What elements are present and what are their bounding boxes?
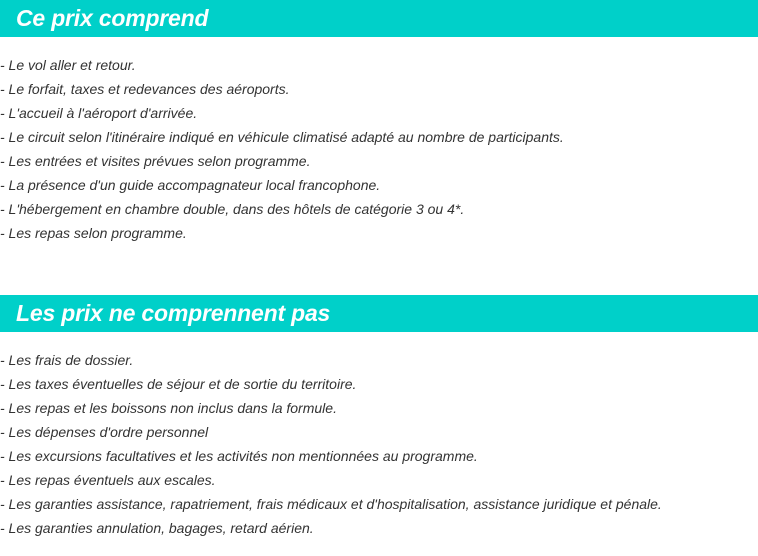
list-item: - Les dépenses d'ordre personnel bbox=[0, 424, 209, 440]
excludes-list bbox=[0, 348, 662, 540]
list-item: - Le circuit selon l'itinéraire indiqué en véhicule climatisé adapté au nombre de participants. bbox=[0, 129, 564, 145]
excludes-title: Les prix ne comprennent pas bbox=[16, 300, 331, 326]
list-item: - Les repas selon programme. bbox=[0, 225, 187, 241]
list-item: - Les entrées et visites prévues selon programme. bbox=[0, 153, 311, 169]
list-item: - Les repas éventuels aux escales. bbox=[0, 472, 216, 488]
list-item: - Les frais de dossier. bbox=[0, 352, 134, 368]
list-item: - L'hébergement en chambre double, dans des hôtels de catégorie 3 ou 4*. bbox=[0, 201, 465, 217]
list-item: - Les garanties assistance, rapatriement, frais médicaux et d'hospitalisation, assistance juridique et pénale. bbox=[0, 496, 662, 512]
list-item: - L'accueil à l'aéroport d'arrivée. bbox=[0, 105, 198, 121]
list-item: - Les excursions facultatives et les activités non mentionnées au programme. bbox=[0, 448, 478, 464]
includes-section bbox=[0, 0, 758, 241]
includes-header-bar bbox=[0, 0, 758, 37]
includes-list bbox=[0, 53, 564, 245]
list-item: - Les garanties annulation, bagages, retard aérien. bbox=[0, 520, 314, 536]
list-item: - Les repas et les boissons non inclus dans la formule. bbox=[0, 400, 337, 416]
list-item: - La présence d'un guide accompagnateur local francophone. bbox=[0, 177, 381, 193]
list-item: - Les taxes éventuelles de séjour et de sortie du territoire. bbox=[0, 376, 357, 392]
list-item: - Le forfait, taxes et redevances des aéroports. bbox=[0, 81, 290, 97]
includes-title: Ce prix comprend bbox=[16, 5, 209, 31]
list-item: - Le vol aller et retour. bbox=[0, 57, 136, 73]
excludes-header-bar bbox=[0, 295, 758, 332]
excludes-section bbox=[0, 295, 758, 536]
